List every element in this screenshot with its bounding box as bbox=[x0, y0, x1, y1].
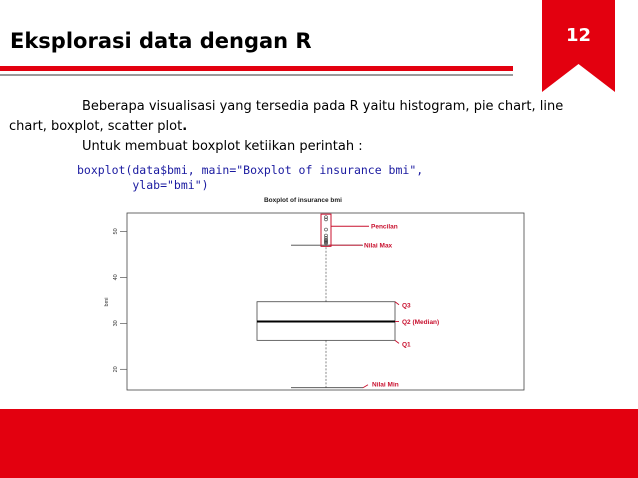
y-tick-label: 50 bbox=[113, 228, 119, 235]
body-text bbox=[9, 97, 617, 157]
slide-number-badge bbox=[542, 0, 615, 92]
paragraph-intro-period: . bbox=[182, 119, 188, 134]
annotation-median-label: Q2 (Median) bbox=[402, 318, 440, 326]
chart-layer bbox=[113, 214, 439, 389]
outlier-highlight-box bbox=[321, 214, 331, 246]
y-tick-label: 40 bbox=[113, 274, 119, 281]
boxplot-figure bbox=[98, 197, 525, 393]
code-line-1: boxplot(data$bmi, main="Boxplot of insurance bmi", bbox=[77, 163, 424, 177]
annotation-q3-label: Q3 bbox=[402, 302, 411, 310]
title-underline-grey bbox=[0, 74, 513, 76]
annotation-q1-label: Q1 bbox=[402, 341, 411, 349]
slide-title: Eksplorasi data dengan R bbox=[10, 29, 312, 53]
y-tick-label: 20 bbox=[113, 366, 119, 373]
paragraph-instruction: Untuk membuat boxplot ketiikan perintah : bbox=[82, 139, 363, 154]
chart-title: Boxplot of insurance bmi bbox=[263, 197, 343, 204]
paragraph-intro: Beberapa visualisasi yang tersedia pada R yaitu histogram, pie chart, line bbox=[82, 99, 564, 114]
outlier-point bbox=[325, 228, 328, 231]
footer-bar bbox=[0, 409, 638, 478]
paragraph-intro-cont-text: chart, boxplot, scatter plot bbox=[9, 119, 183, 134]
code-line-2: ylab="bmi") bbox=[77, 178, 209, 192]
annotation-min-label: Nilai Min bbox=[372, 381, 399, 389]
annotation-max-label: Nilai Max bbox=[364, 242, 393, 250]
annotation-q1-pointer bbox=[395, 340, 399, 343]
title-underline-red bbox=[0, 66, 513, 71]
y-axis-label: bmi bbox=[104, 297, 110, 307]
code-block bbox=[77, 163, 423, 193]
annotation-outliers-label: Pencilan bbox=[371, 223, 398, 231]
y-tick-label: 30 bbox=[113, 320, 119, 327]
annotation-q3-pointer bbox=[395, 302, 399, 305]
annotation-min-pointer bbox=[363, 385, 368, 388]
paragraph-intro-continued bbox=[9, 117, 617, 137]
slide-number: 12 bbox=[565, 25, 592, 46]
